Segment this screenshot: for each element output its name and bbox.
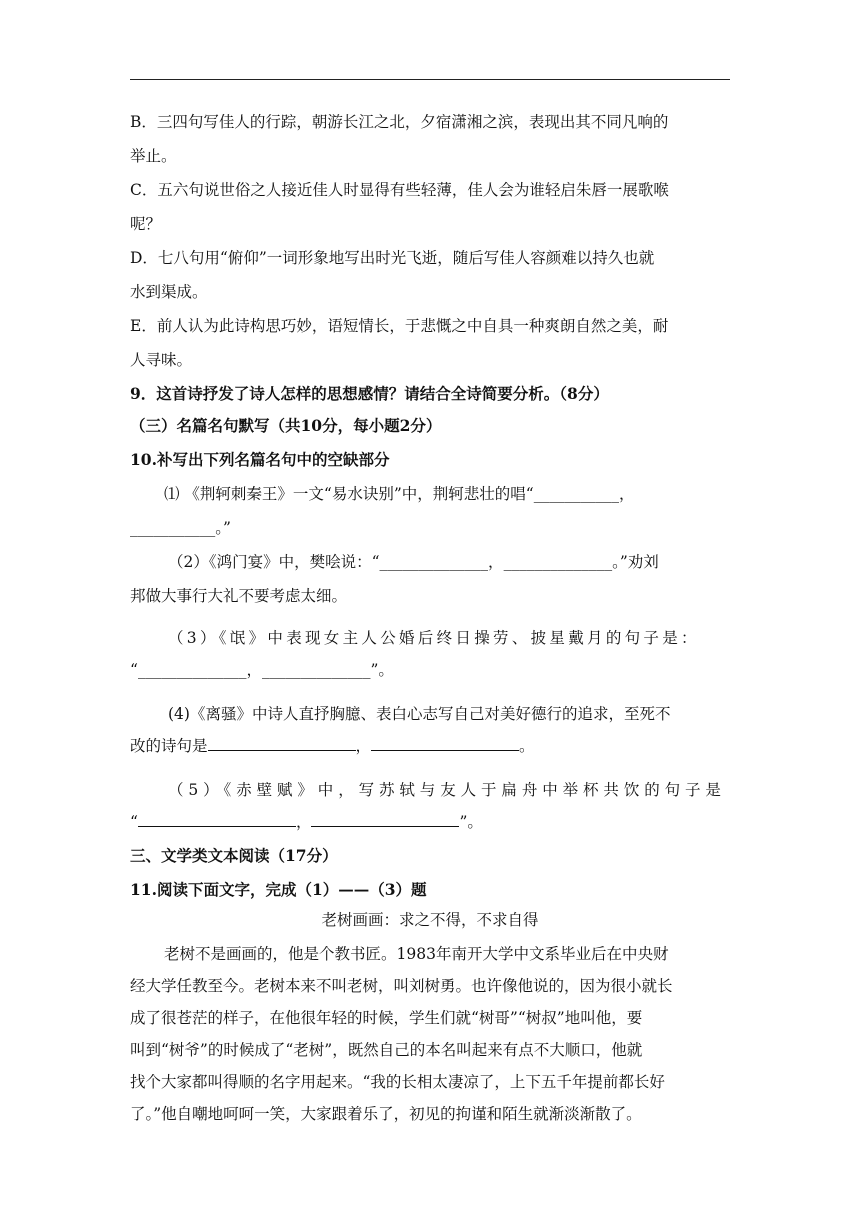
q10-4-line1: (4)《离骚》中诗人直抒胸臆、表白心志写自己对美好德行的追求，至死不 — [168, 705, 671, 723]
option-b-line1: B．三四句写佳人的行踪，朝游长江之北，夕宿潇湘之滨，表现出其不同凡响的 — [130, 113, 669, 131]
q10-2-line1 — [168, 552, 659, 572]
q10-2-text-b: ， — [488, 553, 504, 571]
q10-1-line1 — [164, 484, 634, 504]
q10-1-line2 — [130, 518, 231, 538]
q10-4-blank-2 — [371, 736, 519, 751]
q10-3-blank-2: ______________ — [261, 661, 371, 679]
article-paragraph-line: 老树不是画画的，他是个教书匠。1983年南开大学中文系毕业后在中央财 — [164, 945, 669, 963]
q10-4-line2 — [130, 736, 535, 756]
q10-2-blank-1: ______________ — [379, 553, 489, 571]
q10-3-text-b: ， — [246, 661, 262, 679]
q10-5-line2 — [130, 812, 483, 832]
article-title: 老树画画：求之不得，不求自得 — [321, 911, 539, 929]
option-d-line2: 水到渠成。 — [130, 283, 208, 301]
header-rule — [130, 79, 730, 80]
q10-2-text-a: （2）《鸿门宴》中，樊哙说：“ — [168, 553, 380, 571]
q10-4-blank-1 — [208, 736, 356, 751]
q10-1-text-a: ⑴ 《荆轲刺秦王》一文“易水诀别”中，荆轲悲壮的唱“ — [164, 485, 534, 503]
section-three-heading: 三、文学类文本阅读（17分） — [130, 846, 338, 865]
q10-3-blank-1: ______________ — [137, 661, 247, 679]
q10-4-text-a: 改的诗句是 — [130, 737, 208, 755]
article-paragraph-line: 叫到“树爷”的时候成了“老树”，既然自己的本名叫起来有点不大顺口，他就 — [130, 1041, 643, 1059]
q10-4-text-b: ， — [355, 737, 372, 755]
option-c-line1: C．五六句说世俗之人接近佳人时显得有些轻薄，佳人会为谁轻启朱唇一展歌喉 — [130, 181, 669, 199]
option-e-line1: E．前人认为此诗构思巧妙，语短情长，于悲慨之中自具一种爽朗自然之美，耐 — [130, 317, 669, 335]
q10-1-blank-1: ___________ — [533, 485, 619, 503]
article-paragraph-line: 了。”他自嘲地呵呵一笑，大家跟着乐了，初见的拘谨和陌生就渐淡渐散了。 — [130, 1105, 642, 1123]
q10-1-text-end: 。” — [215, 519, 231, 537]
q10-5-text-b: ， — [295, 813, 312, 831]
q10-5-blank-1 — [138, 812, 296, 827]
q10-2-text-c: 。”劝刘 — [612, 553, 659, 571]
q10-5-line1: （5）《赤壁赋》中，写苏轼与友人于扁舟中举杯共饮的句子是 — [168, 781, 726, 799]
q10-2-line2: 邦做大事行大礼不要考虑太细。 — [130, 587, 348, 605]
q10-5-text-c: ”。 — [459, 813, 483, 831]
question-9: 9．这首诗抒发了诗人怎样的思想感情？请结合全诗简要分析。（8分） — [130, 384, 609, 403]
question-11: 11.阅读下面文字，完成（1）——（3）题 — [130, 880, 427, 899]
option-e-line2: 人寻味。 — [130, 351, 193, 369]
q10-3-line1: （3）《氓》中表现女主人公婚后终日操劳、披星戴月的句子是： — [168, 629, 700, 647]
option-c-line2: 呢？ — [130, 215, 162, 233]
question-10: 10.补写出下列名篇名句中的空缺部分 — [130, 450, 390, 469]
q10-1-text-b: ， — [618, 485, 635, 503]
option-b-line2: 举止。 — [130, 147, 177, 165]
article-paragraph-line: 找个大家都叫得顺的名字用起来。“我的长相太凄凉了，上下五千年提前都长好 — [130, 1073, 665, 1091]
q10-3-text-c: ”。 — [370, 661, 394, 679]
q10-1-blank-2: ___________ — [130, 519, 216, 537]
q10-5-text-a: “ — [130, 813, 138, 831]
option-d-line1: D．七八句用“俯仰”一词形象地写出时光飞逝，随后写佳人容颜难以持久也就 — [130, 249, 655, 267]
q10-3-line2 — [130, 660, 394, 680]
article-paragraph-line: 经大学任教至今。老树本来不叫老树，叫刘树勇。也许像他说的，因为很小就长 — [130, 977, 673, 995]
section-3-heading: （三）名篇名句默写（共10分，每小题2分） — [130, 416, 442, 435]
q10-5-blank-2 — [311, 812, 459, 827]
article-paragraph-line: 成了很苍茫的样子，在他很年轻的时候，学生们就“树哥”“树叔”地叫他，要 — [130, 1009, 643, 1027]
q10-4-text-c: 。 — [519, 737, 535, 755]
q10-2-blank-2: ______________ — [503, 553, 613, 571]
q10-3-text-a: “ — [130, 661, 138, 679]
